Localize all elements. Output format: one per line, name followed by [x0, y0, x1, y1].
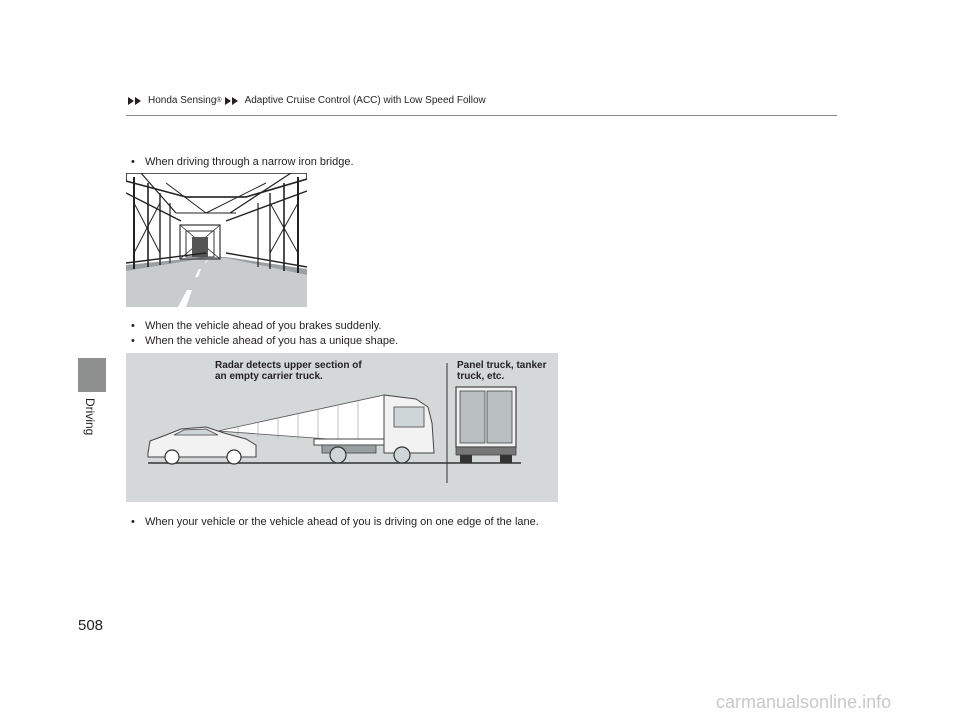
iron-bridge-drawing — [126, 173, 307, 307]
breadcrumb-arrow-icon — [128, 97, 145, 105]
watermark-text: carmanualsonline.info — [716, 692, 892, 712]
bullet-narrow-bridge — [131, 156, 354, 168]
bullet-text: When the vehicle ahead of you brakes suddenly. — [145, 320, 382, 332]
bullet-dot-icon: • — [131, 156, 135, 168]
panel-label-line: truck, etc. — [457, 371, 505, 382]
radar-label-line: Radar detects upper section of — [215, 360, 362, 371]
header-divider — [126, 115, 837, 116]
iron-bridge-illustration — [126, 173, 307, 307]
bullet-unique-shape — [131, 335, 398, 347]
registered-mark: ® — [216, 97, 222, 104]
breadcrumb-item-acc[interactable]: Adaptive Cruise Control (ACC) with Low Speed Follow — [244, 95, 486, 106]
breadcrumb-arrow-icon — [225, 97, 242, 105]
page-number: 508 — [78, 617, 104, 634]
radar-detection-diagram — [126, 353, 558, 502]
bullet-brakes-suddenly — [131, 320, 381, 332]
panel-label-line: Panel truck, tanker — [457, 360, 547, 371]
radar-label — [215, 360, 362, 382]
section-tab-marker — [78, 358, 106, 392]
breadcrumb-item-honda-sensing[interactable]: Honda Sensing — [148, 95, 217, 106]
bullet-dot-icon: • — [131, 516, 135, 528]
bullet-dot-icon: • — [131, 335, 135, 347]
bullet-text: When driving through a narrow iron bridge. — [145, 156, 354, 168]
bullet-text: When your vehicle or the vehicle ahead of you is driving on one edge of the lane. — [145, 516, 539, 528]
bullet-dot-icon: • — [131, 320, 135, 332]
panel-truck-label — [457, 360, 546, 382]
radar-label-line: an empty carrier truck. — [215, 371, 323, 382]
bullet-text: When the vehicle ahead of you has a unique shape. — [145, 335, 399, 347]
section-label: Driving — [83, 398, 97, 436]
breadcrumb — [128, 95, 486, 106]
bullet-lane-edge — [131, 516, 539, 528]
